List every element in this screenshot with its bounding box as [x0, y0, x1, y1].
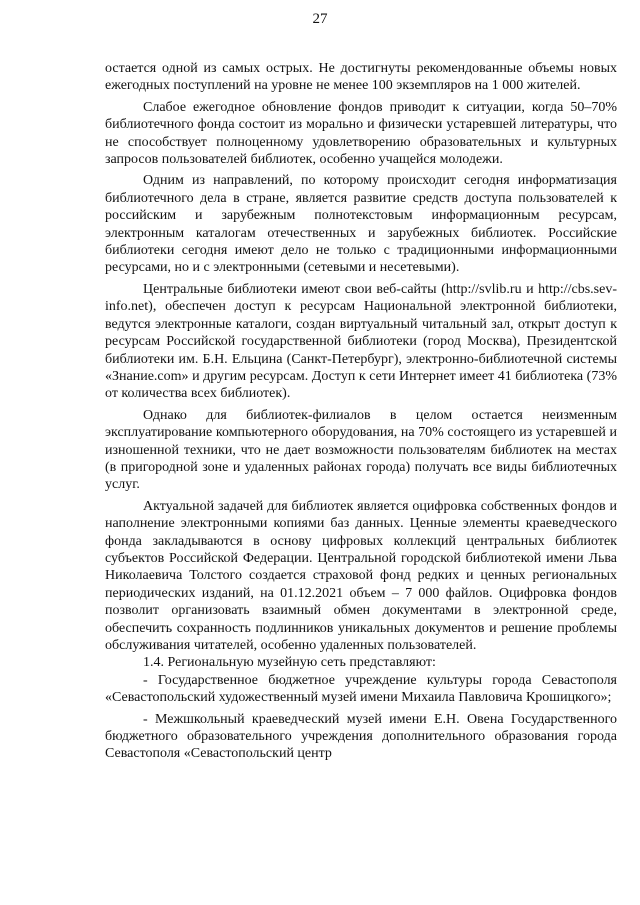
paragraph-branch-equipment: Однако для библиотек-филиалов в целом остается неизменным эксплуатирование компьютерного оборудования, на 70% состоящего из устаревшей и изношенной техники, что не дает возможности пользователям библиотек на местах (в пригородной зоне и удаленных районах города) получать все виды библиотечных услуг. — [105, 407, 617, 493]
document-body — [105, 60, 617, 767]
paragraph-library-funds-acquisition: остается одной из самых острых. Не достигнуты рекомендованные объемы новых ежегодных поступлений на уровне не менее 100 экземпляров на 1 000 жителей. — [105, 61, 617, 94]
section-heading-museum-network: 1.4. Региональную музейную сеть представляют: — [143, 655, 436, 671]
paragraph-informatization: Одним из направлений, по которому происходит сегодня информатизация библиотечного дела в стране, является развитие средств доступа пользователей к российским и зарубежным полнотекстовым информационным ресурсам, электронным каталогам отечественных и зарубежных библиотек. Российские библиотеки сегодня имеют дело не только с традиционными информационными ресурсами, но и с электронными (сетевыми и несетевыми). — [105, 173, 617, 276]
paragraph-digitization: Актуальной задачей для библиотек является оцифровка собственных фондов и наполнение электронными копиями баз данных. Ценные элементы краеведческого фонда закладываются в основу цифровых коллекций центральных библиотек субъектов Российской Федерации. Центральной городской библиотекой имени Льва Николаевича Толстого создается страховой фонд редких и ценных региональных периодических изданий, на 01.12.2021 объем – 7 000 файлов. Оцифровка фондов позволит организовать взаимный обмен документами в электронной среде, обеспечить сохранность подлинников уникальных документов и решение проблемы обслуживания читателей, особенно удаленных пользователей. — [105, 498, 617, 653]
list-item-local-history-museum: - Межшкольный краеведческий музей имени Е.Н. Овена Государственного бюджетного образовательного учреждения дополнительного образования города Севастополя «Севастопольский центр — [105, 711, 617, 762]
paragraph-central-library-websites: Центральные библиотеки имеют свои веб-сайты (http://svlib.ru и http://cbs.sev-info.net), обеспечен доступ к ресурсам Национальной электронной библиотеки, ведутся электронные каталоги, создан виртуальный читальный зал, открыт доступ к ресурсам Российской государственной библиотеки (город Москва), Президентской библиотеки им. Б.Н. Ельцина (Санкт-Петербург), электронно-библиотечной системы «Знание.com» и другим ресурсам. Доступ к сети Интернет имеет 41 библиотека (73% от количества всех библиотек). — [105, 281, 617, 402]
page-number: 27 — [312, 11, 328, 27]
list-item-art-museum: - Государственное бюджетное учреждение культуры города Севастополя «Севастопольский художественный музей имени Михаила Павловича Крошицкого»; — [105, 672, 617, 706]
paragraph-weak-fund-renewal: Слабое ежегодное обновление фондов приводит к ситуации, когда 50–70% библиотечного фонда состоит из морально и физически устаревшей литературы, что не способствует полноценному удовлетворению образовательных и культурных запросов пользователей библиотек, особенно учащейся молодежи. — [105, 99, 617, 168]
